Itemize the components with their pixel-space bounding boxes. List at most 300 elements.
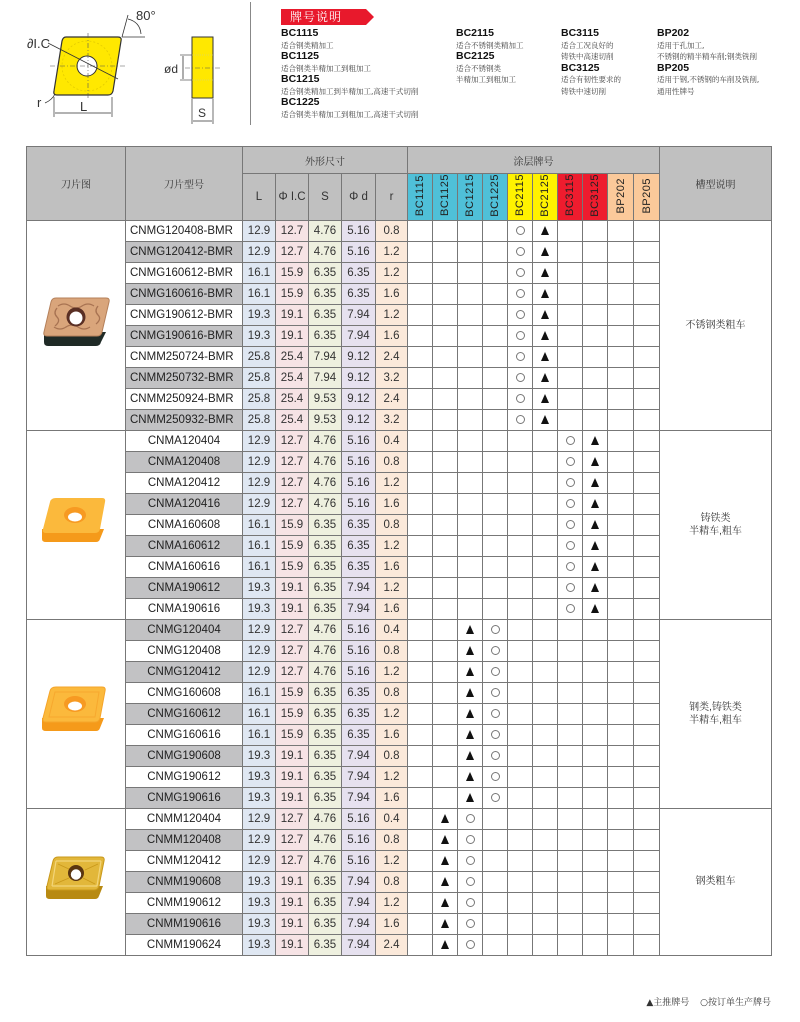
grade-desc: 适用于孔加工, 不锈钢的精半精车削;钢类铣削	[657, 40, 758, 61]
grade-mark-cell	[508, 577, 533, 598]
dim-r-cell: 1.6	[376, 493, 408, 514]
dim-l-cell: 12.9	[243, 220, 276, 241]
dim-d-cell: 7.94	[342, 325, 376, 346]
grade-mark-cell	[634, 598, 660, 619]
dim-r-cell: 2.4	[376, 388, 408, 409]
model-cell: CNMA120412	[126, 472, 243, 493]
grade-mark-cell	[508, 913, 533, 934]
dim-r-cell: 1.6	[376, 556, 408, 577]
dim-ic-cell: 19.1	[276, 787, 309, 808]
grade-mark-cell	[483, 220, 508, 241]
grade-info-column-1	[281, 28, 418, 120]
circle-icon	[491, 688, 500, 697]
grade-mark-cell	[483, 367, 508, 388]
header-grade-bc2125	[533, 174, 558, 221]
grade-mark-cell	[433, 913, 458, 934]
dim-d-cell: 5.16	[342, 850, 376, 871]
header-grade-bc3125	[583, 174, 608, 221]
grade-mark-cell	[533, 745, 558, 766]
grade-mark-cell	[483, 913, 508, 934]
grade-mark-cell	[483, 472, 508, 493]
dim-s-cell: 9.53	[309, 409, 342, 430]
grade-mark-cell	[558, 346, 583, 367]
grade-mark-cell	[408, 619, 433, 640]
grade-mark-cell	[458, 409, 483, 430]
dim-l-cell: 16.1	[243, 535, 276, 556]
grade-info-banner	[281, 9, 376, 25]
grade-mark-cell	[433, 304, 458, 325]
grade-mark-cell	[608, 430, 634, 451]
grade-mark-cell	[583, 367, 608, 388]
grade-mark-cell	[508, 619, 533, 640]
grade-mark-cell	[458, 514, 483, 535]
grade-mark-cell	[608, 892, 634, 913]
dim-s-cell: 6.35	[309, 745, 342, 766]
grade-mark-cell	[433, 577, 458, 598]
grade-mark-cell	[483, 619, 508, 640]
grade-mark-cell	[533, 514, 558, 535]
grade-code: BC1215	[281, 73, 320, 85]
grade-mark-cell	[408, 304, 433, 325]
grade-info-title: 牌号说明	[290, 10, 343, 24]
grade-mark-cell	[634, 661, 660, 682]
grade-code: BC3125	[561, 61, 600, 74]
dim-ic-cell: 19.1	[276, 577, 309, 598]
grade-mark-cell	[508, 892, 533, 913]
triangle-icon	[591, 583, 599, 592]
grade-mark-cell	[558, 283, 583, 304]
dim-l-cell: 25.8	[243, 346, 276, 367]
dim-ic-cell: 12.7	[276, 808, 309, 829]
grade-mark-cell	[483, 493, 508, 514]
dim-l-cell: 19.3	[243, 598, 276, 619]
grade-mark-cell	[433, 283, 458, 304]
grade-mark-cell	[634, 829, 660, 850]
dim-l-cell: 16.1	[243, 262, 276, 283]
grade-mark-cell	[508, 493, 533, 514]
dim-l-cell: 12.9	[243, 241, 276, 262]
grade-desc: 适用于钢,不锈钢的车削及铣削, 通用性牌号	[657, 75, 760, 96]
grade-mark-cell	[558, 535, 583, 556]
triangle-icon	[441, 814, 449, 823]
dim-r-cell: 0.4	[376, 808, 408, 829]
grade-mark-cell	[558, 745, 583, 766]
dim-l-cell: 19.3	[243, 787, 276, 808]
dim-d-cell: 5.16	[342, 430, 376, 451]
header-grade-bp202	[608, 174, 634, 221]
grade-mark-cell	[508, 409, 533, 430]
grade-mark-cell	[408, 766, 433, 787]
dim-l-cell: 12.9	[243, 493, 276, 514]
header-dim-col: L	[243, 174, 276, 221]
grade-label: BC2115	[514, 174, 526, 217]
grade-mark-cell	[608, 556, 634, 577]
dim-ic-cell: 19.1	[276, 871, 309, 892]
header-dim-col: S	[309, 174, 342, 221]
circle-icon	[566, 478, 575, 487]
grade-mark-cell	[558, 472, 583, 493]
header-section	[0, 0, 800, 130]
dim-r-cell: 1.2	[376, 661, 408, 682]
grade-mark-cell	[634, 808, 660, 829]
dim-r-cell: 1.2	[376, 262, 408, 283]
dim-d-cell: 7.94	[342, 787, 376, 808]
circle-icon	[516, 310, 525, 319]
dim-l-cell: 16.1	[243, 283, 276, 304]
grade-mark-cell	[483, 745, 508, 766]
grade-mark-cell	[458, 598, 483, 619]
grade-mark-cell	[583, 640, 608, 661]
grade-mark-cell	[583, 892, 608, 913]
grade-mark-cell	[634, 283, 660, 304]
grade-mark-cell	[408, 892, 433, 913]
circle-icon	[516, 352, 525, 361]
grade-mark-cell	[433, 346, 458, 367]
dim-r-cell: 1.6	[376, 913, 408, 934]
triangle-icon	[591, 562, 599, 571]
grade-mark-cell	[558, 514, 583, 535]
dim-d-cell: 6.35	[342, 514, 376, 535]
legend-order-grade: ○按订单生产牌号	[700, 998, 771, 1008]
grade-mark-cell	[583, 745, 608, 766]
grade-desc: 适合钢类半精加工到粗加工	[281, 63, 371, 73]
grade-mark-cell	[458, 283, 483, 304]
dim-s-cell: 6.35	[309, 892, 342, 913]
insert-picture-cell	[27, 808, 126, 955]
triangle-icon	[441, 835, 449, 844]
grade-mark-cell	[608, 241, 634, 262]
header-dim-col: Φ d	[342, 174, 376, 221]
table-row	[27, 808, 772, 829]
dim-r-cell: 0.8	[376, 220, 408, 241]
grade-mark-cell	[508, 934, 533, 955]
circle-icon	[466, 919, 475, 928]
dim-ic-cell: 12.7	[276, 241, 309, 262]
grade-mark-cell	[483, 808, 508, 829]
grade-mark-cell	[408, 829, 433, 850]
grade-mark-cell	[533, 325, 558, 346]
grade-mark-cell	[533, 388, 558, 409]
grade-mark-cell	[634, 745, 660, 766]
circle-icon	[516, 268, 525, 277]
grade-mark-cell	[508, 724, 533, 745]
dim-r-cell: 0.8	[376, 640, 408, 661]
dim-s-cell: 6.35	[309, 724, 342, 745]
grade-mark-cell	[533, 619, 558, 640]
grade-mark-cell	[558, 220, 583, 241]
triangle-icon	[591, 604, 599, 613]
grade-mark-cell	[634, 577, 660, 598]
grade-mark-cell	[608, 493, 634, 514]
grade-mark-cell	[608, 346, 634, 367]
header-grade-bc1125	[433, 174, 458, 221]
grade-mark-cell	[583, 304, 608, 325]
cnmg-insert-icon	[38, 731, 114, 743]
grade-mark-cell	[433, 808, 458, 829]
triangle-icon	[466, 709, 474, 718]
grade-mark-cell	[408, 871, 433, 892]
circle-icon	[566, 457, 575, 466]
grade-mark-cell	[608, 871, 634, 892]
grade-mark-cell	[433, 703, 458, 724]
groove-description: 钢类,铸铁类 半精车,粗车	[660, 619, 772, 808]
dim-l-cell: 12.9	[243, 619, 276, 640]
grade-mark-cell	[558, 913, 583, 934]
grade-mark-cell	[458, 262, 483, 283]
dim-s-cell: 4.76	[309, 808, 342, 829]
dim-ic-cell: 15.9	[276, 703, 309, 724]
circle-icon	[491, 793, 500, 802]
dim-ic-cell: 19.1	[276, 892, 309, 913]
grade-mark-cell	[608, 451, 634, 472]
dim-r-cell: 1.6	[376, 598, 408, 619]
grade-mark-cell	[608, 220, 634, 241]
grade-mark-cell	[508, 787, 533, 808]
dim-r-cell: 0.4	[376, 430, 408, 451]
dim-ic-cell: 19.1	[276, 913, 309, 934]
dim-d-cell: 6.35	[342, 556, 376, 577]
grade-mark-cell	[558, 598, 583, 619]
dim-ic-cell: 19.1	[276, 745, 309, 766]
dim-d-cell: 5.16	[342, 640, 376, 661]
dim-ic-cell: 19.1	[276, 325, 309, 346]
grade-mark-cell	[558, 388, 583, 409]
header-grade-bc1215	[458, 174, 483, 221]
grade-mark-cell	[558, 892, 583, 913]
grade-mark-cell	[583, 724, 608, 745]
dim-d-cell: 5.16	[342, 451, 376, 472]
dim-s-cell: 6.35	[309, 682, 342, 703]
model-cell: CNMA120408	[126, 451, 243, 472]
grade-mark-cell	[408, 472, 433, 493]
grade-mark-cell	[634, 619, 660, 640]
grade-mark-cell	[483, 283, 508, 304]
model-cell: CNMG190616	[126, 787, 243, 808]
dim-r-cell: 3.2	[376, 409, 408, 430]
dim-r-cell: 1.2	[376, 766, 408, 787]
grade-mark-cell	[583, 325, 608, 346]
dim-s-cell: 6.35	[309, 766, 342, 787]
grade-mark-cell	[408, 430, 433, 451]
circle-icon	[516, 415, 525, 424]
cnma-insert-icon	[38, 542, 114, 554]
grade-mark-cell	[533, 220, 558, 241]
grade-mark-cell	[483, 661, 508, 682]
circle-icon	[566, 520, 575, 529]
dim-s-cell: 6.35	[309, 535, 342, 556]
grade-mark-cell	[408, 934, 433, 955]
grade-mark-cell	[408, 367, 433, 388]
s-label: S	[198, 106, 207, 120]
grade-mark-cell	[583, 661, 608, 682]
grade-mark-cell	[583, 556, 608, 577]
grade-mark-cell	[533, 409, 558, 430]
grade-mark-cell	[533, 535, 558, 556]
grade-mark-cell	[634, 241, 660, 262]
circle-icon	[466, 877, 475, 886]
triangle-icon	[591, 520, 599, 529]
grade-mark-cell	[408, 598, 433, 619]
grade-mark-cell	[508, 535, 533, 556]
dim-s-cell: 4.76	[309, 493, 342, 514]
dim-r-cell: 2.4	[376, 934, 408, 955]
dim-r-cell: 1.2	[376, 535, 408, 556]
triangle-icon	[466, 793, 474, 802]
grade-mark-cell	[433, 451, 458, 472]
model-cell: CNMM190612	[126, 892, 243, 913]
triangle-icon	[591, 499, 599, 508]
dim-s-cell: 4.76	[309, 472, 342, 493]
grade-label: BC1215	[464, 174, 476, 217]
grade-mark-cell	[433, 367, 458, 388]
grade-mark-cell	[483, 325, 508, 346]
grade-mark-cell	[583, 598, 608, 619]
grade-mark-cell	[583, 766, 608, 787]
grade-mark-cell	[433, 514, 458, 535]
circle-icon	[466, 940, 475, 949]
grade-mark-cell	[408, 640, 433, 661]
dim-ic-cell: 12.7	[276, 640, 309, 661]
dim-r-cell: 0.8	[376, 829, 408, 850]
circle-icon	[516, 331, 525, 340]
circle-icon	[466, 814, 475, 823]
dim-ic-cell: 15.9	[276, 283, 309, 304]
model-cell: CNMG160608	[126, 682, 243, 703]
grade-mark-cell	[583, 535, 608, 556]
model-cell: CNMM250932-BMR	[126, 409, 243, 430]
dim-s-cell: 4.76	[309, 829, 342, 850]
dim-d-cell: 7.94	[342, 871, 376, 892]
triangle-icon	[541, 247, 549, 256]
dim-l-cell: 16.1	[243, 703, 276, 724]
grade-mark-cell	[634, 682, 660, 703]
grade-code: BC1115	[281, 27, 319, 39]
grade-mark-cell	[558, 241, 583, 262]
header-grade-bc2115	[508, 174, 533, 221]
grade-mark-cell	[583, 241, 608, 262]
grade-mark-cell	[483, 640, 508, 661]
grade-mark-cell	[583, 388, 608, 409]
grade-mark-cell	[458, 388, 483, 409]
grade-mark-cell	[533, 451, 558, 472]
header-grade-bc1115	[408, 174, 433, 221]
circle-icon	[566, 499, 575, 508]
grade-mark-cell	[608, 850, 634, 871]
dim-d-cell: 6.35	[342, 283, 376, 304]
grade-mark-cell	[533, 472, 558, 493]
grade-mark-cell	[458, 829, 483, 850]
legend	[638, 995, 771, 1008]
grade-mark-cell	[458, 451, 483, 472]
dim-l-cell: 12.9	[243, 808, 276, 829]
triangle-icon	[541, 310, 549, 319]
triangle-icon	[466, 688, 474, 697]
triangle-icon	[541, 352, 549, 361]
grade-desc: 适合有韧性要求的 铸铁中速切削	[561, 75, 621, 96]
model-cell: CNMG190612	[126, 766, 243, 787]
triangle-icon	[591, 436, 599, 445]
grade-mark-cell	[608, 283, 634, 304]
grade-mark-cell	[608, 598, 634, 619]
grade-mark-cell	[408, 451, 433, 472]
triangle-icon	[541, 373, 549, 382]
dim-r-cell: 1.2	[376, 472, 408, 493]
grade-mark-cell	[583, 493, 608, 514]
grade-mark-cell	[608, 325, 634, 346]
grade-mark-cell	[583, 829, 608, 850]
grade-mark-cell	[408, 283, 433, 304]
grade-mark-cell	[634, 388, 660, 409]
grade-mark-cell	[533, 241, 558, 262]
grade-mark-cell	[508, 556, 533, 577]
dim-l-cell: 12.9	[243, 829, 276, 850]
model-cell: CNMG120412	[126, 661, 243, 682]
circle-icon	[491, 772, 500, 781]
grade-mark-cell	[433, 661, 458, 682]
header-dimensions: 外形尺寸	[243, 147, 408, 174]
grade-mark-cell	[408, 724, 433, 745]
circle-icon	[516, 373, 525, 382]
dim-l-cell: 16.1	[243, 724, 276, 745]
grade-mark-cell	[583, 913, 608, 934]
dim-s-cell: 6.35	[309, 556, 342, 577]
dim-r-cell: 0.8	[376, 745, 408, 766]
grade-code: BC1225	[281, 96, 320, 108]
grade-mark-cell	[558, 367, 583, 388]
grade-mark-cell	[408, 409, 433, 430]
grade-mark-cell	[508, 766, 533, 787]
grade-mark-cell	[433, 640, 458, 661]
grade-mark-cell	[433, 262, 458, 283]
triangle-icon	[541, 394, 549, 403]
circle-icon	[491, 646, 500, 655]
grade-mark-cell	[558, 640, 583, 661]
grade-mark-cell	[634, 703, 660, 724]
dim-ic-cell: 12.7	[276, 619, 309, 640]
grade-mark-cell	[433, 871, 458, 892]
dim-r-cell: 1.6	[376, 724, 408, 745]
insert-picture-cell	[27, 430, 126, 619]
grade-mark-cell	[608, 703, 634, 724]
grade-mark-cell	[558, 577, 583, 598]
dim-d-cell: 5.16	[342, 661, 376, 682]
dim-s-cell: 6.35	[309, 787, 342, 808]
grade-mark-cell	[583, 850, 608, 871]
grade-code: BP205	[657, 61, 690, 74]
header-dim-col: Φ I.C	[276, 174, 309, 221]
dim-ic-cell: 12.7	[276, 220, 309, 241]
dim-r-cell: 0.8	[376, 682, 408, 703]
dim-s-cell: 4.76	[309, 241, 342, 262]
grade-mark-cell	[558, 430, 583, 451]
grade-mark-cell	[483, 451, 508, 472]
grade-mark-cell	[508, 220, 533, 241]
dim-d-cell: 6.35	[342, 535, 376, 556]
grade-mark-cell	[634, 367, 660, 388]
grade-mark-cell	[558, 262, 583, 283]
grade-mark-cell	[608, 472, 634, 493]
grade-mark-cell	[558, 556, 583, 577]
dim-r-cell: 1.6	[376, 283, 408, 304]
grade-code: BP202	[657, 27, 690, 39]
insert-dimension-diagram	[0, 0, 250, 130]
dim-ic-cell: 19.1	[276, 934, 309, 955]
grade-mark-cell	[483, 850, 508, 871]
grade-desc: 适合钢类精加工到半精加工,高速干式切削	[281, 86, 419, 96]
dim-ic-cell: 12.7	[276, 850, 309, 871]
grade-mark-cell	[433, 409, 458, 430]
triangle-icon	[466, 751, 474, 760]
